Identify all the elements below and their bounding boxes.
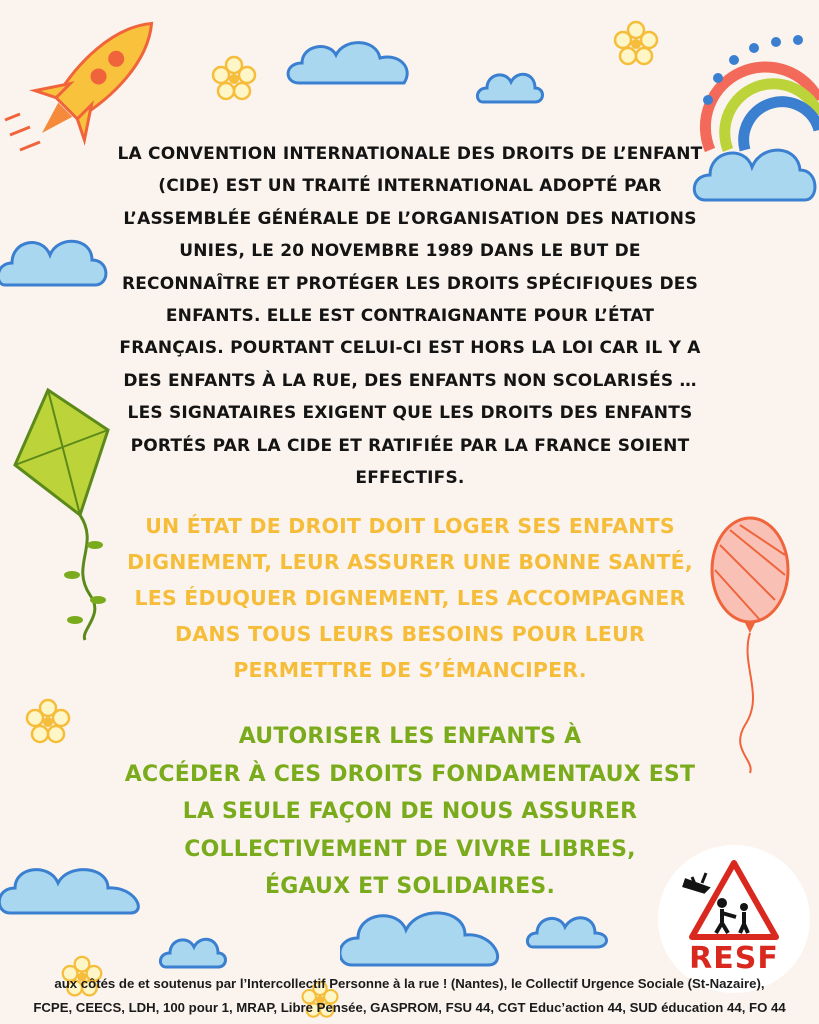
- flower-icon: [24, 698, 72, 746]
- yellow-line: DIGNEMENT, LEUR ASSURER UNE BONNE SANTÉ,: [127, 550, 693, 574]
- intro-line: DES ENFANTS À LA RUE, DES ENFANTS NON SCOLARISÉS …: [123, 370, 697, 391]
- yellow-line: LES ÉDUQUER DIGNEMENT, LES ACCOMPAGNER: [134, 586, 686, 610]
- intro-line: LES SIGNATAIRES EXIGENT QUE LES DROITS DES ENFANTS: [127, 403, 693, 424]
- balloon-icon: [705, 515, 795, 775]
- green-line: LA SEULE FAÇON DE NOUS ASSURER: [182, 799, 638, 824]
- cloud-icon: [475, 60, 545, 110]
- kite-icon: [10, 385, 120, 645]
- intro-line: PORTÉS PAR LA CIDE ET RATIFIÉE PAR LA FRANCE SOIENT: [130, 435, 690, 456]
- cloud-icon: [525, 905, 610, 955]
- green-paragraph: [120, 718, 700, 906]
- yellow-paragraph: [125, 508, 695, 688]
- intro-line: RECONNAÎTRE ET PROTÉGER LES DROITS SPÉCIFIQUES DES: [121, 273, 699, 294]
- intro-line: FRANÇAIS. POURTANT CELUI-CI EST HORS LA LOI CAR IL Y A: [119, 338, 701, 359]
- cloud-icon: [0, 225, 110, 295]
- cloud-icon: [284, 33, 424, 93]
- cloud-icon: [340, 900, 510, 975]
- cloud-icon: [158, 925, 228, 975]
- intro-line: (CIDE) EST UN TRAITÉ INTERNATIONAL ADOPTÉ PAR: [158, 176, 662, 197]
- footer-line: FCPE, CEECS, LDH, 100 pour 1, MRAP, Libre Pensée, GASPROM, FSU 44, CGT Educ’action 44, SUD éducation 44, FO 44: [33, 1000, 786, 1015]
- footer-line: aux côtés de et soutenus par l’Intercollectif Personne à la rue ! (Nantes), le Collectif Urgence Sociale (St-Nazaire),: [54, 976, 765, 991]
- cloud-icon: [690, 125, 819, 210]
- green-line: ÉGAUX ET SOLIDAIRES.: [264, 874, 555, 899]
- yellow-line: PERMETTRE DE S’ÉMANCIPER.: [233, 658, 587, 682]
- flower-icon: [210, 55, 258, 103]
- flower-icon: [612, 20, 660, 68]
- yellow-line: UN ÉTAT DE DROIT DOIT LOGER SES ENFANTS: [145, 514, 675, 538]
- intro-line: ENFANTS. ELLE EST CONTRAIGNANTE POUR L’ÉTAT: [165, 306, 655, 327]
- intro-paragraph: [112, 138, 708, 494]
- green-line: AUTORISER LES ENFANTS À: [238, 724, 582, 749]
- intro-line: UNIES, LE 20 NOVEMBRE 1989 DANS LE BUT DE: [179, 241, 641, 262]
- logo-text: RESF: [689, 941, 779, 976]
- intro-line: EFFECTIFS.: [355, 468, 465, 489]
- green-line: ACCÉDER À CES DROITS FONDAMENTAUX EST: [124, 761, 696, 787]
- signatories-footer: [0, 972, 819, 1020]
- green-line: COLLECTIVEMENT DE VIVRE LIBRES,: [184, 836, 636, 862]
- intro-line: LA CONVENTION INTERNATIONALE DES DROITS DE L’ENFANT: [117, 144, 703, 164]
- yellow-line: DANS TOUS LEURS BESOINS POUR LEUR: [175, 622, 645, 646]
- intro-line: L’ASSEMBLÉE GÉNÉRALE DE L’ORGANISATION DES NATIONS: [123, 208, 697, 229]
